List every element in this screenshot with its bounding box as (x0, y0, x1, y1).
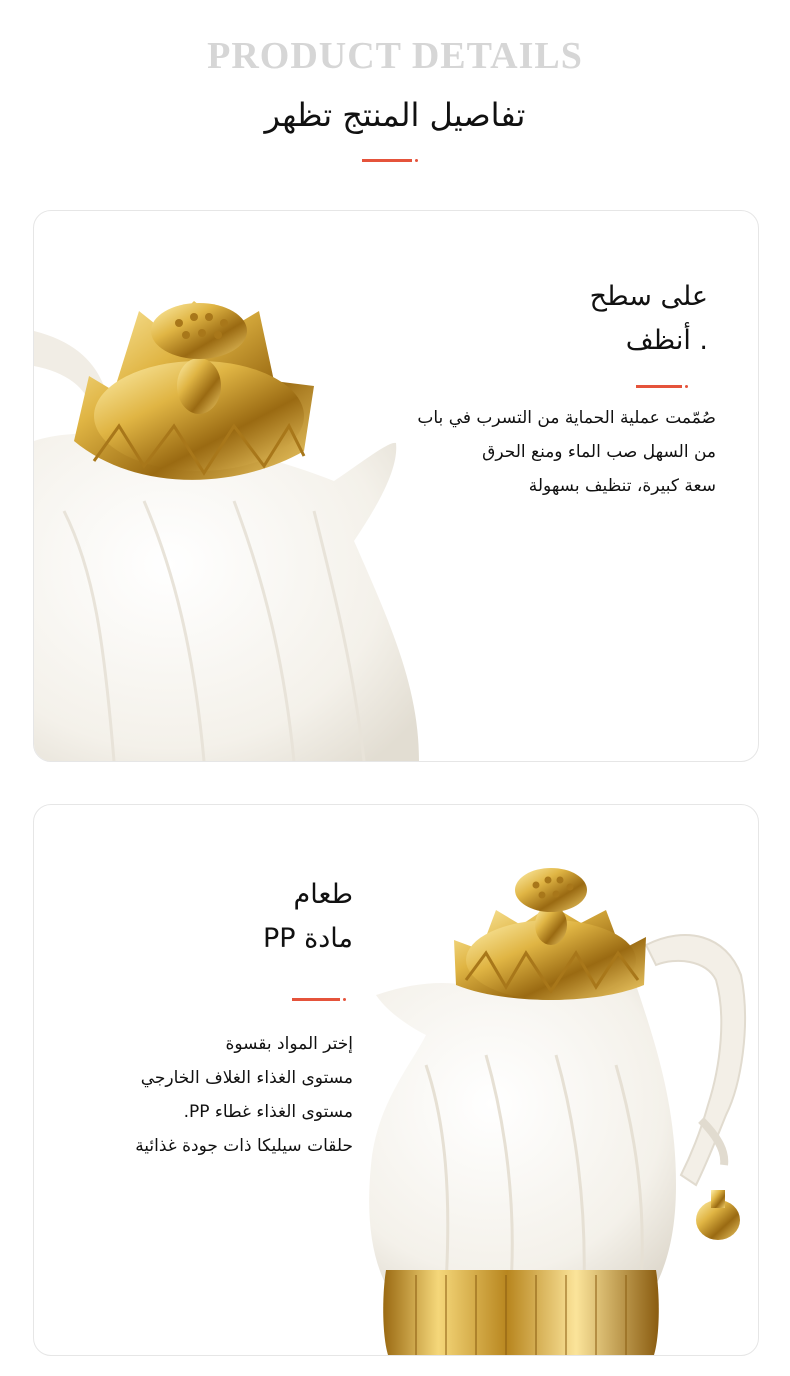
section1-heading-line-1: على سطح (589, 281, 708, 312)
section1-accent-line (636, 385, 682, 388)
section2-body-line-2: مستوى الغذاء الغلاف الخارجي (140, 1068, 353, 1088)
section1-body-line-1: صُمّمت عملية الحماية من التسرب في باب (417, 408, 716, 428)
section2-heading-line-2: مادة PP (262, 923, 353, 954)
section2-body-line-3: مستوى الغذاء غطاء PP. (183, 1102, 353, 1122)
section1-description (417, 401, 716, 503)
section1-heading-line-2: . أنظف (625, 325, 708, 356)
page-title-arabic: تفاصيل المنتج تظهر (264, 96, 526, 134)
section1-body-line-2: من السهل صب الماء ومنع الحرق (482, 442, 716, 462)
feature-card-material (33, 804, 759, 1356)
section2-heading-line-1: طعام (293, 879, 353, 910)
section2-heading (263, 873, 353, 961)
section2-accent-line (292, 998, 340, 1001)
page-title-english: PRODUCT DETAILS (207, 35, 583, 77)
section2-description (135, 1027, 353, 1163)
feature-card-lid (33, 210, 759, 762)
jug-lid-closeup-image (34, 211, 434, 761)
section2-body-line-1: إختر المواد بقسوة (225, 1034, 353, 1054)
section2-body-line-4: حلقات سيليكا ذات جودة غذائية (135, 1136, 353, 1156)
section1-heading (590, 275, 708, 363)
section1-body-line-3: سعة كبيرة، تنظيف بسهولة (528, 476, 716, 496)
page-header (0, 0, 790, 200)
jug-full-product-image (356, 865, 756, 1355)
header-accent-line (362, 159, 412, 162)
